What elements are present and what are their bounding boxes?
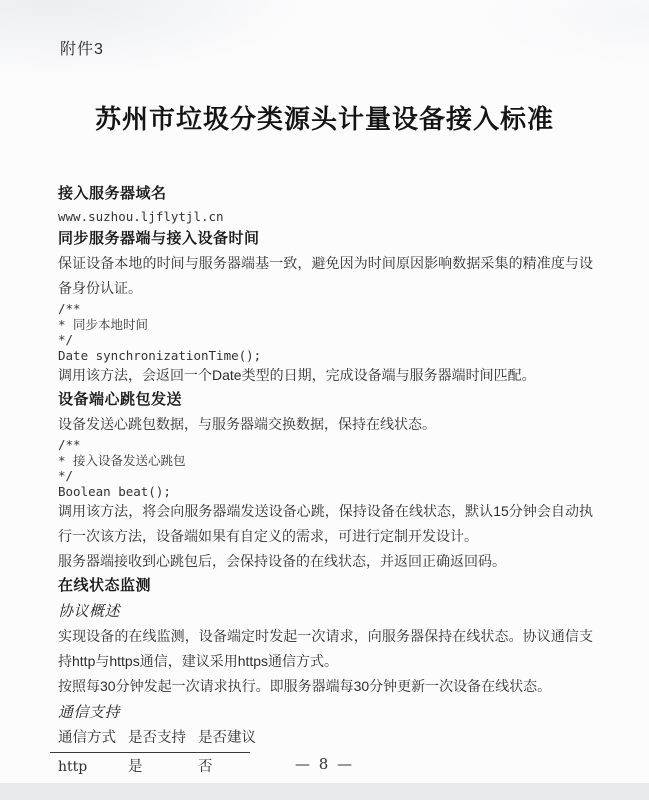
server-domain-value: www.suzhou.ljflytjl.cn [58,209,224,224]
time-sync-code-block [58,301,593,363]
page-number: — 8 — [294,755,355,773]
heartbeat-paragraph-1: 设备发送心跳包数据，与服务器端交换数据，保持在线状态。 [58,416,436,432]
online-status-paragraph-1: 实现设备的在线监测，设备端定时发起一次请求，向服务器保持在线状态。协议通信支持http与https通信，建议采用https通信方式。 [58,628,593,669]
scan-edge-band [0,783,649,800]
code-comment-body: * 同步本地时间 [58,316,149,332]
heartbeat-paragraph-2: 调用该方法，将会向服务器端发送设备心跳，保持设备在线状态，默认15分钟会自动执行一次该方法，设备端如果有自定义的需求，可进行定制开发设计。 [58,503,593,544]
heartbeat-paragraph-3: 服务器端接收到心跳包后，会保持设备的在线状态，并返回正确返回码。 [58,553,506,569]
code-method-signature: Boolean beat(); [58,483,171,499]
code-comment-close: */ [58,332,74,347]
table-header-row [50,727,256,753]
time-sync-paragraph-1: 保证设备本地的时间与服务器端基一致，避免因为时间原因影响数据采集的精准度与设备身份认证。 [58,255,593,296]
attachment-label: 附件3 [60,41,104,58]
table-cell-method: http [58,759,88,775]
subsection-communication-support: 通信支持 [58,703,121,721]
heartbeat-code-block [58,437,593,499]
section-heading-online-status: 在线状态监测 [58,577,152,594]
time-sync-paragraph-2: 调用该方法，会返回一个Date类型的日期，完成设备端与服务器端时间匹配。 [58,367,536,383]
subsection-protocol-overview: 协议概述 [58,602,121,620]
table-header-supported: 是否支持 [128,730,186,746]
table-cell-supported: 是 [128,759,143,775]
section-heading-time-sync: 同步服务器端与接入设备时间 [58,230,260,247]
online-status-paragraph-2: 按照每30分钟发起一次请求执行。即服务器端每30分钟更新一次设备在线状态。 [58,678,552,694]
table-cell-recommended: 否 [198,759,213,775]
code-comment-open: /** [58,301,81,316]
code-comment-body: * 接入设备发送心跳包 [58,452,186,468]
document-title: 苏州市垃圾分类源头计量设备接入标准 [94,105,554,135]
code-method-signature: Date synchronizationTime(); [58,347,262,363]
section-heading-server-domain: 接入服务器域名 [58,185,167,202]
table-header-method: 通信方式 [58,730,116,746]
code-comment-open: /** [58,437,81,452]
table-header-recommended: 是否建议 [198,730,256,746]
document-body [58,182,593,779]
code-comment-close: */ [58,468,74,483]
section-heading-heartbeat: 设备端心跳包发送 [58,391,183,408]
